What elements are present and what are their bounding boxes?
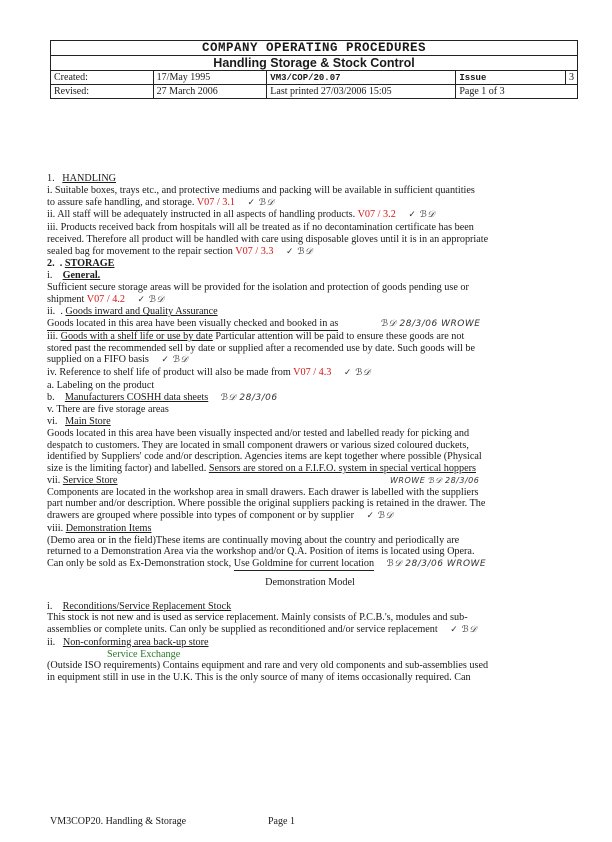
service-exchange-label: Service Exchange — [107, 648, 181, 660]
revised-label: Revised: — [51, 85, 154, 99]
storage-iii-line3: supplied on a FIFO basis ✓ ℬ𝒟 — [47, 354, 189, 366]
handling-i-line1: i. Suitable boxes, trays etc., and protective mediums and packing will be available in sufficient quantities — [47, 184, 475, 196]
demo-line3: Can only be sold as Ex-Demonstration stock, Use Goldmine for current location ℬ𝒟 28/3/06 WROWE — [47, 558, 487, 569]
handwritten-initials: ✓ ℬ𝒟 — [408, 210, 435, 221]
handwritten-initials: ℬ𝒟 28/3/06 — [220, 392, 278, 403]
outside-iso-line1: (Outside ISO requirements) Contains equipment and rare and very old components and sub-assemblies used — [47, 660, 489, 672]
section-handling-heading — [47, 173, 573, 185]
handling-iii-line3: sealed bag for movement to the repair section V07 / 3.3 ✓ ℬ𝒟 — [47, 245, 313, 257]
header-title: COMPANY OPERATING PROCEDURES — [51, 41, 578, 56]
storage-general-heading: i. General. — [47, 270, 101, 281]
page-footer — [50, 816, 295, 827]
storage-b: b. Manufacturers COSHH data sheets ℬ𝒟 28/3/06 — [47, 391, 278, 403]
main-store-line4: size is the limiting factor) and labelled. Sensors are stored on a F.I.F.O. system in special vertical hoppers — [47, 463, 476, 474]
goods-located-line: Goods located in this area have been visually checked and booked in as ℬ𝒟 28/3/06 WROWE — [47, 318, 481, 329]
demo-line2: returned to a Demonstration Area via the workshop and/or Q.A. Position of items is located using Opera. — [47, 546, 475, 558]
handwritten-initials: ✓ ℬ𝒟 — [450, 625, 477, 635]
storage-general-line1: Sufficient secure storage areas will be provided for the isolation and protection of goods pending use or — [47, 281, 469, 293]
section-title: HANDLING — [62, 173, 117, 184]
handwritten-initials: ✓ ℬ𝒟 — [161, 355, 189, 366]
storage-vii-heading: vii. Service Store WROWE ℬ𝒟 28/3/06 — [47, 474, 480, 486]
handwritten-initials: ✓ ℬ𝒟 — [366, 511, 394, 521]
reference-code: V07 / 3.1 — [196, 196, 235, 208]
service-store-line2: part number and/or description. Where possible the original suppliers packing is retained in the drawer. The — [47, 498, 486, 510]
reference-code: V07 / 4.2 — [86, 293, 125, 305]
storage-vi-heading: vi. Main Store — [47, 416, 111, 427]
handwritten-initials: ✓ ℬ𝒟 — [137, 294, 165, 305]
main-store-line3: identified by Suppliers' code and/or description. Agencies items are kept together where possible (Physical — [47, 451, 482, 463]
handling-iii-line1: iii. Products received back from hospitals will all be treated as if no decontamination certificate has been — [47, 222, 474, 233]
handling-iii-line2: received. Therefore all product will be handled with care using disposable gloves until it is in an appropriate — [47, 233, 489, 245]
main-store-line1: Goods located in this area have been visually inspected and/or tested and labelled ready for picking and — [47, 427, 470, 439]
created-value: 17/May 1995 — [153, 71, 267, 85]
document-body — [47, 173, 573, 684]
handwritten-initials: WROWE ℬ𝒟 28/3/06 — [390, 475, 480, 485]
section-storage-heading: 2. . STORAGE — [47, 258, 115, 270]
page-of: Page 1 of 3 — [456, 85, 578, 99]
outside-iso-line2: in equipment still in use in the U.K. This is the only source of many of items occasionally required. Can — [47, 672, 471, 683]
section-number: 1. — [47, 173, 55, 184]
reference-code: V07 / 4.3 — [293, 367, 332, 378]
footer-doc-name: VM3COP20. Handling & Storage — [50, 816, 187, 827]
storage-iv: iv. Reference to shelf life of product will also be made from V07 / 4.3 ✓ ℬ𝒟 — [47, 367, 371, 378]
last-printed: Last printed 27/03/2006 15:05 — [267, 85, 456, 99]
recond-i-heading: i. Reconditions/Service Replacement Stock — [47, 600, 232, 612]
reference-code: V07 / 3.3 — [235, 245, 274, 257]
handling-ii: ii. All staff will be adequately instructed in all aspects of handling products. V07 / 3.2 ✓ ℬ𝒟 — [47, 209, 435, 221]
reference-code: V07 / 3.2 — [357, 209, 396, 221]
storage-iii-line1: iii. Goods with a shelf life or use by date Particular attention will be paid to ensure these goods are not — [47, 330, 465, 342]
header-subtitle: Handling Storage & Stock Control — [51, 56, 578, 71]
issue-value: 3 — [566, 71, 578, 85]
issue-label: Issue — [456, 71, 566, 85]
main-store-line2: despatch to customers. They are located in small component drawers or various sized coloured duckets, — [47, 439, 469, 451]
recond-line2: assemblies or complete units. Can only be supplied as reconditioned and/or service replacement ✓ ℬ𝒟 — [47, 624, 477, 635]
demonstration-model-caption: Demonstration Model — [265, 576, 355, 588]
recond-line1: This stock is not new and is used as service replacement. Mainly consists of P.C.B.'s, modules and sub- — [47, 612, 468, 624]
storage-a: a. Labeling on the product — [47, 379, 155, 391]
revised-value: 27 March 2006 — [153, 85, 267, 99]
storage-v: v. There are five storage areas — [47, 404, 169, 416]
footer-page-number: Page 1 — [268, 816, 295, 827]
storage-iii-line2: stored past the recommended sell by date or supplied after a recomended use by date. Such goods will be — [47, 342, 476, 354]
handwritten-initials: ✓ ℬ𝒟 — [343, 368, 371, 378]
service-store-line1: Components are located in the workshop area in small drawers. Each drawer is labelled with the suppliers — [47, 486, 479, 498]
goods-inward-heading: ii. . Goods inward and Quality Assurance — [47, 306, 218, 318]
service-store-line3: drawers are grouped where possible into types of component or by supplier ✓ ℬ𝒟 — [47, 510, 394, 521]
document-header — [50, 40, 578, 99]
handwritten-initials: ℬ𝒟 28/3/06 WROWE — [380, 319, 481, 329]
storage-viii-heading: viii. Demonstration Items — [47, 522, 152, 534]
handwritten-initials: ✓ ℬ𝒟 — [247, 197, 275, 208]
handwritten-initials: ✓ ℬ𝒟 — [285, 246, 313, 257]
recond-ii-heading: ii. Non-conforming area back-up store — [47, 636, 209, 648]
handling-i-line2: to assure safe handling, and storage. V07 / 3.1 ✓ ℬ𝒟 — [47, 196, 275, 208]
doc-code: VM3/COP/20.07 — [267, 71, 456, 85]
storage-general-line2: shipment V07 / 4.2 ✓ ℬ𝒟 — [47, 293, 165, 305]
demo-line1: (Demo area or in the field)These items are continually moving about the country and periodically are — [47, 534, 460, 546]
created-label: Created: — [51, 71, 154, 85]
handwritten-initials: ℬ𝒟 28/3/06 WROWE — [386, 559, 487, 569]
